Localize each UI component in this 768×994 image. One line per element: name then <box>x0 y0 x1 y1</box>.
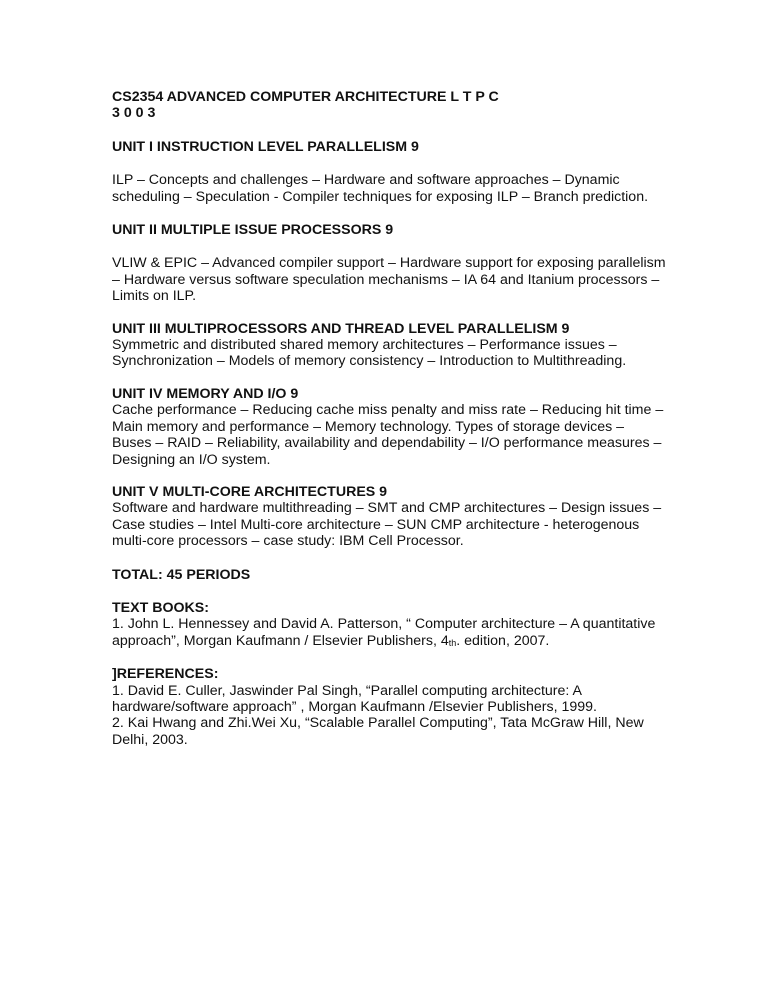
course-title: CS2354 ADVANCED COMPUTER ARCHITECTURE L T P C <box>112 89 499 105</box>
unit-5-heading: UNIT V MULTI-CORE ARCHITECTURES 9 <box>112 483 388 500</box>
unit-4-text-line: Main memory and performance – Memory technology. Types of storage devices – <box>112 418 625 435</box>
total-periods: TOTAL: 45 PERIODS <box>112 566 251 583</box>
edition-ordinal: th <box>448 637 457 648</box>
references-heading: ]REFERENCES: <box>112 666 219 683</box>
text-book-line-part: . edition, 2007. <box>456 632 550 649</box>
unit-2-text-line: Limits on ILP. <box>112 288 197 305</box>
unit-3-text-line: Synchronization – Models of memory consistency – Introduction to Multithreading. <box>112 353 627 370</box>
unit-2-heading: UNIT II MULTIPLE ISSUE PROCESSORS 9 <box>112 222 394 239</box>
unit-4-text-line: Designing an I/O system. <box>112 451 271 468</box>
unit-1-heading: UNIT I INSTRUCTION LEVEL PARALLELISM 9 <box>112 138 419 155</box>
unit-5-text-line: Case studies – Intel Multi-core architecture – SUN CMP architecture - heterogenous <box>112 516 640 533</box>
unit-2-text-line: – Hardware versus software speculation mechanisms – IA 64 and Itanium processors – <box>112 271 660 288</box>
reference-line: 2. Kai Hwang and Zhi.Wei Xu, “Scalable Parallel Computing”, Tata McGraw Hill, New <box>112 715 644 732</box>
text-books-heading: TEXT BOOKS: <box>112 599 209 616</box>
text-book-line <box>112 633 672 649</box>
course-ltpc: 3 0 0 3 <box>112 105 156 122</box>
unit-1-text-line: scheduling – Speculation - Compiler techniques for exposing ILP – Branch prediction. <box>112 188 649 205</box>
unit-4-heading: UNIT IV MEMORY AND I/O 9 <box>112 385 299 402</box>
reference-line: Delhi, 2003. <box>112 731 188 748</box>
unit-5-text-line: multi-core processors – case study: IBM Cell Processor. <box>112 533 464 550</box>
unit-4-text-line: Buses – RAID – Reliability, availability and dependability – I/O performance measures – <box>112 435 662 452</box>
unit-5-text-line: Software and hardware multithreading – SMT and CMP architectures – Design issues – <box>112 500 662 517</box>
unit-3-heading: UNIT III MULTIPROCESSORS AND THREAD LEVEL PARALLELISM 9 <box>112 320 570 337</box>
unit-4-text-line: Cache performance – Reducing cache miss penalty and miss rate – Reducing hit time – <box>112 402 664 419</box>
reference-line: hardware/software approach” , Morgan Kaufmann /Elsevier Publishers, 1999. <box>112 698 597 715</box>
reference-line: 1. David E. Culler, Jaswinder Pal Singh, “Parallel computing architecture: A <box>112 682 582 699</box>
unit-2-text-line: VLIW & EPIC – Advanced compiler support – Hardware support for exposing parallelism <box>112 255 666 272</box>
text-book-line-part: approach”, Morgan Kaufmann / Elsevier Publishers, 4 <box>112 632 449 649</box>
syllabus-document <box>112 89 672 748</box>
unit-3-text-line: Symmetric and distributed shared memory architectures – Performance issues – <box>112 337 617 354</box>
text-book-line: 1. John L. Hennessey and David A. Patterson, “ Computer architecture – A quantitative <box>112 616 656 633</box>
unit-1-text-line: ILP – Concepts and challenges – Hardware and software approaches – Dynamic <box>112 172 620 189</box>
